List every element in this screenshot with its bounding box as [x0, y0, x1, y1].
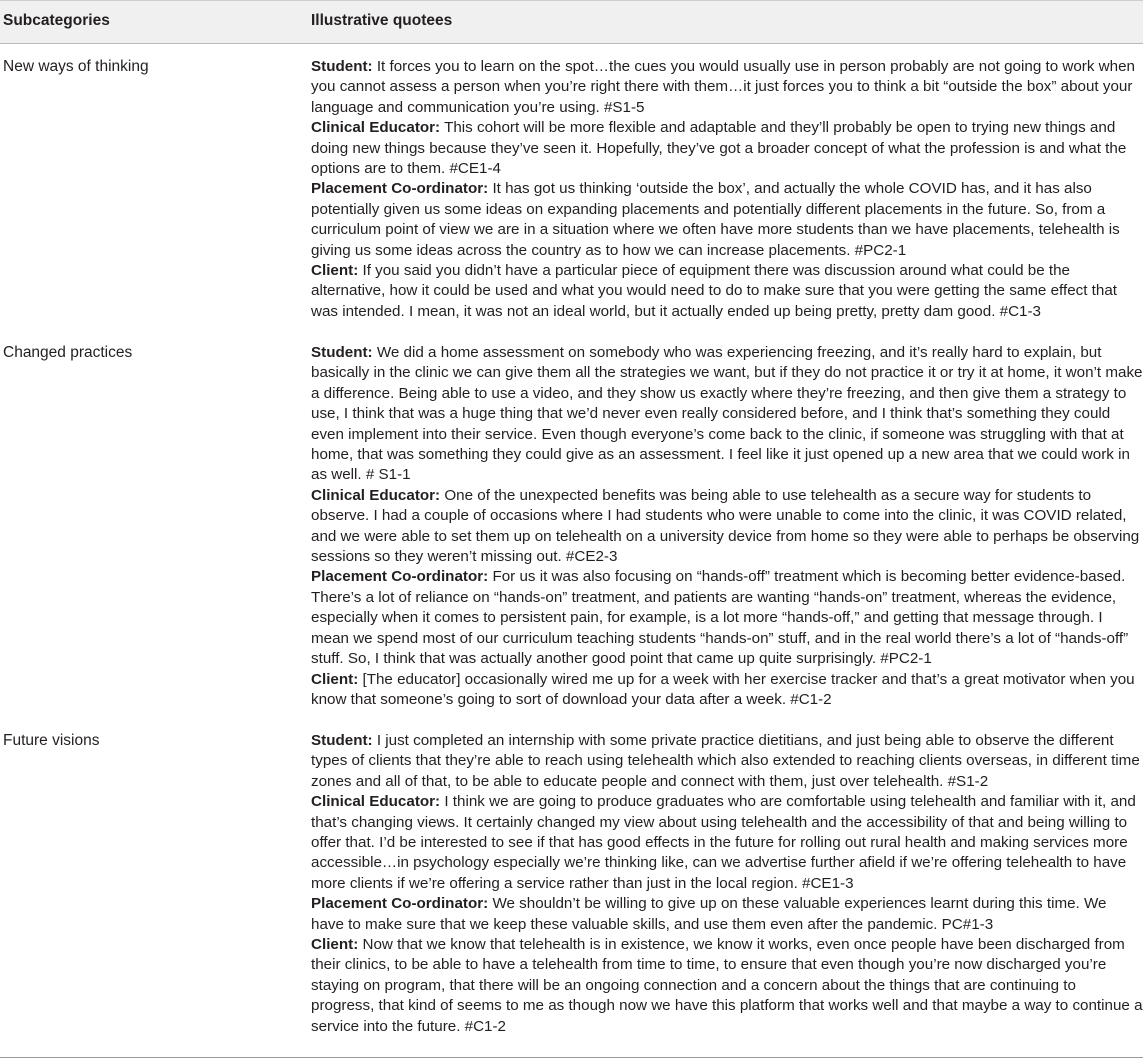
quote-client [311, 670, 1143, 711]
quote-role: Client: [311, 262, 359, 280]
quote-role: Placement Co-ordinator: [311, 568, 489, 586]
quote-text: It forces you to learn on the spot…the cues you would usually use in person probably are not going to work when you cannot assess a person when you’re right there with them…it just forces you to think a bit “outside the box” about your language and communication you’re using. #S1-5 [311, 58, 1135, 116]
quote-clinical-educator [311, 118, 1143, 179]
quote-role: Student: [311, 58, 373, 75]
quote-text: We shouldn’t be willing to give up on these valuable experiences learnt during this time. We have to make sure that we keep these valuable skills, and use them even after the pandemic. PC#1-3 [311, 895, 1107, 933]
quote-role: Clinical Educator: [311, 486, 441, 504]
table-row [0, 44, 1143, 330]
quote-student [311, 731, 1143, 792]
header-subcategories: Subcategories [3, 12, 110, 29]
quote-role: Client: [311, 936, 359, 954]
subcategory-label: Future visions [3, 732, 100, 749]
header-illustrative-quotes: Illustrative quotees [311, 12, 453, 29]
quote-role: Placement Co-ordinator: [311, 180, 489, 198]
table-row [0, 330, 1143, 718]
table-bottom-rule [0, 1057, 1143, 1058]
quote-placement-coordinator [311, 179, 1143, 261]
quotes-cell [311, 718, 1143, 1039]
quote-client [311, 261, 1143, 322]
quote-text: One of the unexpected benefits was being able to use telehealth as a secure way for students to observe. I had a couple of occasions where I had students who were unable to come into the clinic, it was COVID related, and we were able to set them up on telehealth on a university device from home so they were able to perhaps be observing sessions so they weren’t missing out. #CE2-3 [311, 486, 1140, 566]
quotes-cell [311, 44, 1143, 324]
subcategory-label: New ways of thinking [3, 58, 149, 75]
quote-role: Client: [311, 670, 359, 688]
quote-role: Clinical Educator: [311, 119, 441, 137]
quote-text: We did a home assessment on somebody who was experiencing freezing, and it’s really hard to explain, but basically in the clinic we can give them all the strategies we want, but if they do not practice it or try it at home, it won’t make a difference. Being able to use a video, and they show us exactly where they’re freezing, and then give them a strategy to use, I think that was a huge thing that we’d never even really considered before, and I think that’s something they could even implement into their service. Even though everyone’s come back to the clinic, if someone was struggling with that at home, that was something they could give as an assessment. I feel like it just opened up a new area that we could work in as well. # S1-1 [311, 344, 1143, 484]
quote-text: Now that we know that telehealth is in existence, we know it works, even once people have been discharged from their clinics, to be able to have a telehealth from time to time, to ensure that even though you’re now discharged you’re staying on program, that there will be an ongoing connection and a concern about the things that are continuing to progress, that kind of seems to me as though now we have this platform that works well and that maybe a way to continue a service into the future. #C1-2 [311, 936, 1143, 1035]
table-row [0, 718, 1143, 1057]
quote-role: Placement Co-ordinator: [311, 895, 489, 913]
quote-role: Student: [311, 344, 373, 361]
quote-placement-coordinator [311, 894, 1143, 935]
quote-student [311, 343, 1143, 486]
quotes-cell [311, 330, 1143, 712]
quote-role: Student: [311, 732, 373, 749]
subcategory-label: Changed practices [3, 344, 133, 361]
quote-placement-coordinator [311, 567, 1143, 669]
quote-text: It has got us thinking ‘outside the box’, and actually the whole COVID has, and it has also potentially given us some ideas on expanding placements and potentially different placements in the future. So, from a curriculum point of view we are in a situation where we often have more students than we have placements, telehealth is giving us some ideas across the country as to how we can increase placements. #PC2-1 [311, 180, 1120, 259]
quote-text: For us it was also focusing on “hands-off” treatment which is becoming better evidence-based. There’s a lot of reliance on “hands-on” treatment, and patients are wanting “hands-on” treatment, whereas the evidence, especially when it comes to persistent pain, for example, is a lot more “hands-off,” and getting that message through. I mean we spend most of our curriculum teaching students “hands-on” stuff, and in the real world there’s a lot of “hands-off” stuff. So, I think that was actually another good point that came up quite surprisingly. #PC2-1 [311, 568, 1129, 668]
quote-clinical-educator [311, 486, 1143, 568]
table-header [0, 0, 1143, 44]
quote-client [311, 935, 1143, 1037]
quote-text: I think we are going to produce graduates who are comfortable using telehealth and familiar with it, and that’s changing views. It certainly changed my view about using telehealth and the accessibility of that and being willing to offer that. I’d be interested to see if that has good effects in the future for rolling out rural health and making services more accessible…in psychology especially we’re thinking like, can we advertise further afield if we’re offering telehealth to have more clients if we’re offering a service rather than just in the local region. #CE1-3 [311, 793, 1136, 892]
quote-text: I just completed an internship with some private practice dietitians, and just being able to observe the different types of clients that they’re able to reach using telehealth which also extended to reaching clients overseas, in different time zones and all of that, to be able to educate people and connect with them, just over telehealth. #S1-2 [311, 732, 1140, 790]
quote-clinical-educator [311, 792, 1143, 894]
quote-text: [The educator] occasionally wired me up for a week with her exercise tracker and that’s a great motivator when you know that someone’s going to sort of download your data after a week. #C1-2 [311, 670, 1135, 708]
quote-text: This cohort will be more flexible and adaptable and they’ll probably be open to trying new things and doing new things because they’ve seen it. Hopefully, they’ve got a broader concept of what the profession is and what the options are to them. #CE1-4 [311, 119, 1127, 178]
quote-student [311, 57, 1143, 118]
quote-text: If you said you didn’t have a particular piece of equipment there was discussion around what could be the alternative, how it could be used and what you would need to do to make sure that you were getting the same effect that was intended. I mean, it was not an ideal world, but it actually ended up being pretty, pretty dam good. #C1-3 [311, 262, 1118, 320]
quote-role: Clinical Educator: [311, 793, 441, 811]
